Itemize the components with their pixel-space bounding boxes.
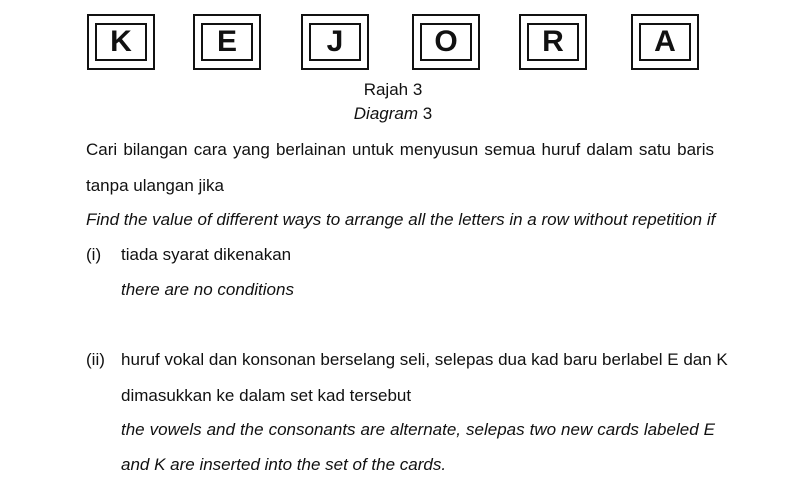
figure-caption-english xyxy=(0,104,786,124)
card-letter: J xyxy=(309,23,361,61)
letter-card-a xyxy=(631,14,699,70)
caption-english-word: Diagram xyxy=(353,104,419,123)
card-letter: O xyxy=(420,23,472,61)
card-letter: A xyxy=(639,23,691,61)
letter-card-j xyxy=(301,14,369,70)
question-malay-line1: Cari bilangan cara yang berlainan untuk menyusun semua huruf dalam satu baris xyxy=(86,140,714,159)
part-ii-english-line2: and K are inserted into the set of the cards. xyxy=(121,455,447,474)
letter-card-e xyxy=(193,14,261,70)
part-ii-malay-line1: huruf vokal dan konsonan berselang seli, selepas dua kad baru berlabel E dan K xyxy=(121,350,728,369)
part-i-english: there are no conditions xyxy=(121,280,294,299)
letter-card-k xyxy=(87,14,155,70)
letter-card-o xyxy=(412,14,480,70)
card-letter: E xyxy=(201,23,253,61)
question-malay-line2: tanpa ulangan jika xyxy=(86,176,225,195)
card-letter: R xyxy=(527,23,579,61)
part-ii-malay-line2: dimasukkan ke dalam set kad tersebut xyxy=(121,386,412,405)
part-ii-english-line1: the vowels and the consonants are alternate, selepas two new cards labeled E xyxy=(121,420,715,439)
part-i-malay: tiada syarat dikenakan xyxy=(121,245,292,264)
figure-caption-malay: Rajah 3 xyxy=(363,80,423,99)
caption-english-number: 3 xyxy=(418,104,433,123)
question-english: Find the value of different ways to arrange all the letters in a row without repetition if xyxy=(86,210,716,229)
part-ii-label: (ii) xyxy=(86,350,105,369)
card-letter: K xyxy=(95,23,147,61)
letter-card-r xyxy=(519,14,587,70)
part-i-label: (i) xyxy=(86,245,102,264)
